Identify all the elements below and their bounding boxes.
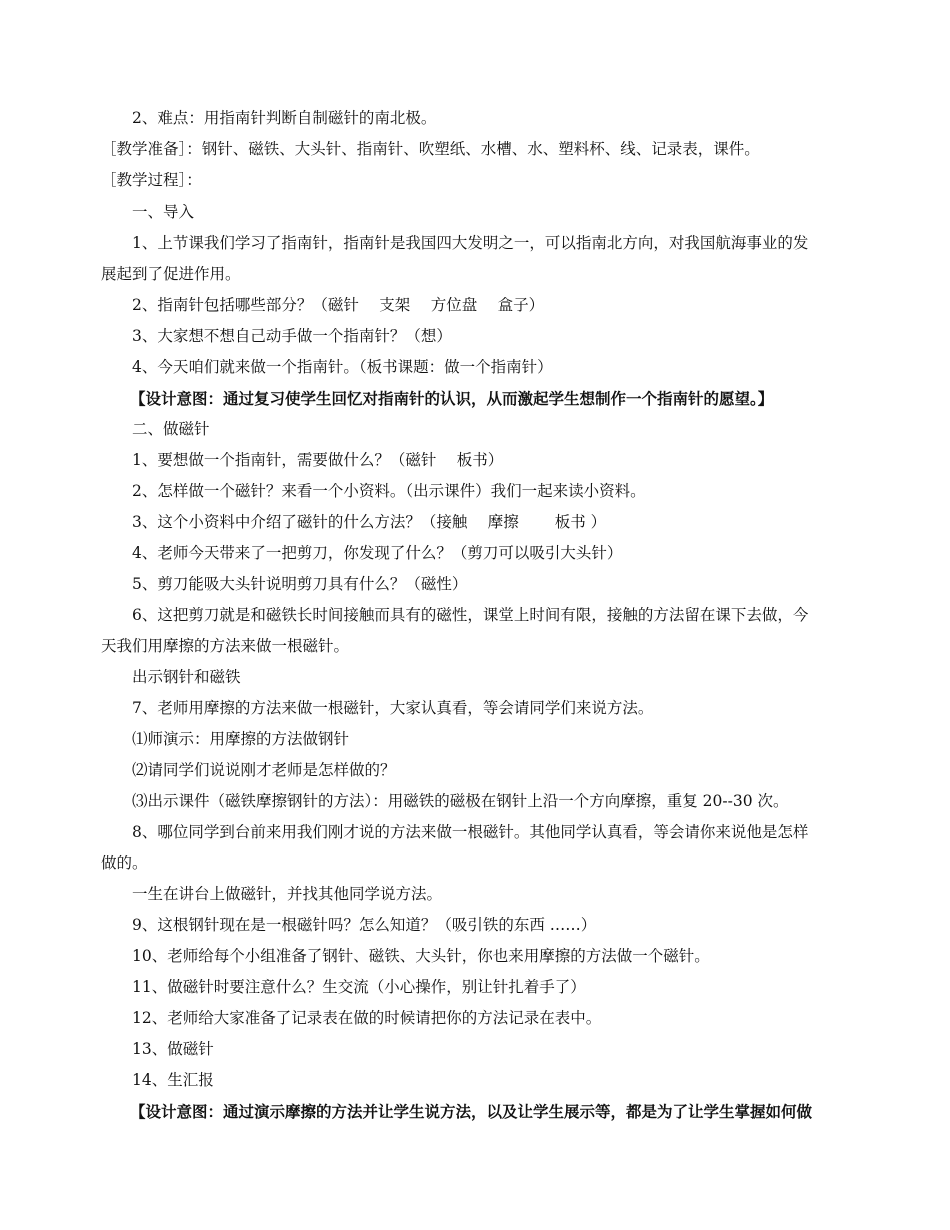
text-line: 展起到了促进作用。: [101, 265, 241, 283]
design-intent-note: 【设计意图：通过演示摩擦的方法并让学生说方法，以及让学生展示等，都是为了让学生掌握如何做: [130, 1102, 813, 1121]
design-intent-note: 【设计意图：通过复习使学生回忆对指南针的认识，从而激起学生想制作一个指南针的愿望。】: [130, 389, 774, 408]
text-line: 12、老师给大家准备了记录表在做的时候请把你的方法记录在表中。: [132, 1009, 602, 1027]
text-line: 1、要想做一个指南针，需要做什么？（磁针 板书）: [132, 451, 504, 469]
section-heading-intro: 一、导入: [132, 203, 195, 221]
teaching-prep-line: ［教学准备］：钢针、磁铁、大头针、指南针、吹塑纸、水槽、水、塑料杯、线、记录表，课件。: [101, 140, 760, 158]
text-line: 3、这个小资料中介绍了磁针的什么方法？（接触 摩擦 板书 ）: [132, 513, 607, 531]
text-line: 出示钢针和磁铁: [132, 668, 241, 686]
text-line: 2、指南针包括哪些部分？（磁针 支架 方位盘 盒子）: [132, 296, 545, 314]
text-line: 6、这把剪刀就是和磁铁长时间接触而具有的磁性，课堂上时间有限，接触的方法留在课下去做，今: [132, 606, 809, 624]
teaching-process-heading: ［教学过程］：: [101, 171, 202, 189]
text-line: 天我们用摩擦的方法来做一根磁针。: [101, 637, 350, 655]
text-line: 5、剪刀能吸大头针说明剪刀具有什么？（磁性）: [132, 575, 468, 593]
text-line: 2、难点：用指南针判断自制磁针的南北极。: [132, 109, 437, 127]
text-line: 11、做磁针时要注意什么？生交流（小心操作，别让针扎着手了）: [132, 978, 586, 996]
text-line: 1、上节课我们学习了指南针，指南针是我国四大发明之一，可以指南北方向，对我国航海事业的发: [132, 234, 809, 252]
text-line: ⑴师演示：用摩擦的方法做钢针: [132, 730, 350, 748]
text-line: 14、生汇报: [132, 1071, 214, 1089]
text-line: 8、哪位同学到台前来用我们刚才说的方法来做一根磁针。其他同学认真看，等会请你来说他是怎样: [132, 823, 809, 841]
text-line: 4、今天咱们就来做一个指南针。（板书课题：做一个指南针）: [132, 358, 553, 376]
text-line: 13、做磁针: [132, 1040, 214, 1058]
text-line: ⑶出示课件（磁铁摩擦钢针的方法）：用磁铁的磁极在钢针上沿一个方向摩擦，重复 20--30 次。: [132, 792, 789, 810]
text-line: 9、这根钢针现在是一根磁针吗？怎么知道？（吸引铁的东西 ……）: [132, 916, 597, 934]
text-line: 10、老师给每个小组准备了钢针、磁铁、大头针，你也来用摩擦的方法做一个磁针。: [132, 947, 710, 965]
text-line: 7、老师用摩擦的方法来做一根磁针，大家认真看，等会请同学们来说方法。: [132, 699, 654, 717]
text-line: 2、怎样做一个磁针？来看一个小资料。（出示课件）我们一起来读小资料。: [132, 482, 646, 500]
section-heading-make-needle: 二、做磁针: [132, 420, 210, 438]
text-line: 一生在讲台上做磁针，并找其他同学说方法。: [132, 885, 443, 903]
text-line: ⑵请同学们说说刚才老师是怎样做的？: [132, 761, 396, 779]
text-line: 做的。: [101, 854, 148, 872]
text-line: 3、大家想不想自己动手做一个指南针？（想）: [132, 327, 452, 345]
text-line: 4、老师今天带来了一把剪刀，你发现了什么？（剪刀可以吸引大头针）: [132, 544, 623, 562]
